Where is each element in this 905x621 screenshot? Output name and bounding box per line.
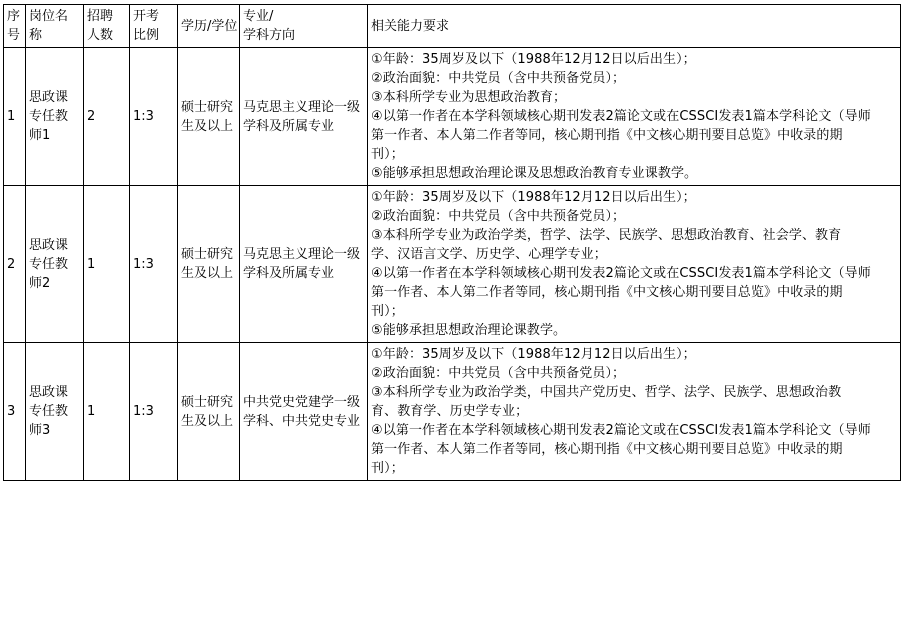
cell-position-name [26,343,84,481]
position-name-line-3: 师1 [29,128,51,143]
cell-exam-ratio: 1:3 [130,343,178,481]
header-exam-ratio [130,5,178,48]
table-row [4,186,901,343]
cell-education [178,48,240,186]
requirement-line-4: 学、汉语言文学、历史学、心理学专业； [371,247,607,262]
cell-education [178,343,240,481]
cell-index: 2 [4,186,26,343]
requirement-line-5: ④以第一作者在本学科领域核心期刊发表2篇论文或在CSSCI发表1篇本学科论文（导师 [371,266,871,281]
requirement-line-5: ④以第一作者在本学科领域核心期刊发表2篇论文或在CSSCI发表1篇本学科论文（导师 [371,423,871,438]
major-line-2: 学科及所属专业 [243,118,335,134]
position-name-line-2: 专任教 [29,109,69,124]
requirement-line-3: ③本科所学专业为思想政治教育； [371,90,567,105]
requirement-line-8: ⑤能够承担思想政治理论课教学。 [371,323,567,338]
header-education-line-1: 学历/学位 [181,18,238,34]
header-major-line-1: 专业/ [243,9,274,24]
header-recruit-count [84,5,130,48]
major-line-1: 马克思主义理论一级 [243,247,361,262]
requirement-line-3: ③本科所学专业为政治学类，哲学、法学、民族学、思想政治教育、社会学、教育 [371,228,842,243]
requirement-line-7: ⑤能够承担思想政治理论课及思想政治教育专业课教学。 [371,166,698,181]
position-name-line-1: 思政课 [29,385,69,400]
cell-major [240,48,368,186]
header-position-name-line-1: 岗位名 [29,9,69,24]
requirement-line-6: 刊）； [371,147,404,162]
table-row [4,343,901,481]
cell-position-name [26,48,84,186]
position-name-line-1: 思政课 [29,237,69,253]
cell-index: 1 [4,48,26,186]
header-position-name [26,5,84,48]
cell-exam-ratio: 1:3 [130,186,178,343]
requirement-line-4: 育、教育学、历史学专业； [371,404,529,419]
position-name-line-2: 专任教 [29,256,69,272]
position-name-line-2: 专任教 [29,404,69,419]
requirement-line-1: ①年龄：35周岁及以下（1988年12月12日以后出生）； [371,190,696,205]
major-line-1: 中共党史党建学一级 [243,394,361,410]
cell-recruit-count: 1 [84,186,130,343]
requirement-line-3: ③本科所学专业为政治学类，中国共产党历史、哲学、法学、民族学、思想政治教 [371,385,842,400]
cell-recruit-count: 1 [84,343,130,481]
position-name-line-1: 思政课 [29,90,69,105]
header-index-line-1: 序 [7,9,21,24]
header-requirements [368,5,901,48]
education-line-1: 硕士研究 [181,99,234,115]
requirement-line-1: ①年龄：35周岁及以下（1988年12月12日以后出生）； [371,52,696,67]
cell-requirements [368,343,901,481]
major-line-1: 马克思主义理论一级 [243,99,361,115]
header-major-line-2: 学科方向 [243,28,296,43]
education-line-2: 生及以上 [181,413,234,429]
cell-requirements [368,186,901,343]
education-line-2: 生及以上 [181,118,234,134]
header-exam-ratio-line-2: 比例 [133,28,160,43]
requirement-line-1: ①年龄：35周岁及以下（1988年12月12日以后出生）； [371,347,696,362]
education-line-1: 硕士研究 [181,247,234,262]
requirement-line-5: 第一作者、本人第二作者等同，核心期刊指《中文核心期刊要目总览》中收录的期 [371,128,843,143]
requirement-line-6: 第一作者、本人第二作者等同，核心期刊指《中文核心期刊要目总览》中收录的期 [371,442,843,457]
requirement-line-2: ②政治面貌：中共党员（含中共预备党员）； [371,71,626,86]
education-line-1: 硕士研究 [181,394,234,410]
table-row [4,48,901,186]
header-position-name-line-2: 称 [29,28,43,43]
cell-exam-ratio: 1:3 [130,48,178,186]
requirement-line-6: 第一作者、本人第二作者等同，核心期刊指《中文核心期刊要目总览》中收录的期 [371,285,843,300]
header-exam-ratio-line-1: 开考 [133,9,160,24]
recruitment-table [3,4,901,481]
header-education [178,5,240,48]
requirement-line-7: 刊）； [371,461,404,476]
header-major [240,5,368,48]
header-index [4,5,26,48]
cell-position-name [26,186,84,343]
position-name-line-3: 师3 [29,423,51,438]
table-header [4,5,901,48]
header-recruit-count-line-2: 人数 [87,28,114,43]
major-line-2: 学科及所属专业 [243,266,335,281]
position-name-line-3: 师2 [29,275,51,291]
education-line-2: 生及以上 [181,266,234,281]
header-index-line-2: 号 [7,28,21,43]
cell-education [178,186,240,343]
major-line-2: 学科、中共党史专业 [243,413,361,429]
cell-major [240,186,368,343]
header-recruit-count-line-1: 招聘 [87,9,114,24]
cell-recruit-count: 2 [84,48,130,186]
requirement-line-2: ②政治面貌：中共党员（含中共预备党员）； [371,366,626,381]
header-row [4,5,901,48]
requirement-line-4: ④以第一作者在本学科领域核心期刊发表2篇论文或在CSSCI发表1篇本学科论文（导师 [371,109,871,124]
cell-major [240,343,368,481]
table-body [4,48,901,481]
header-requirements-line-1: 相关能力要求 [371,18,450,34]
cell-index: 3 [4,343,26,481]
requirement-line-2: ②政治面貌：中共党员（含中共预备党员）； [371,209,626,224]
cell-requirements [368,48,901,186]
requirement-line-7: 刊）； [371,304,404,319]
